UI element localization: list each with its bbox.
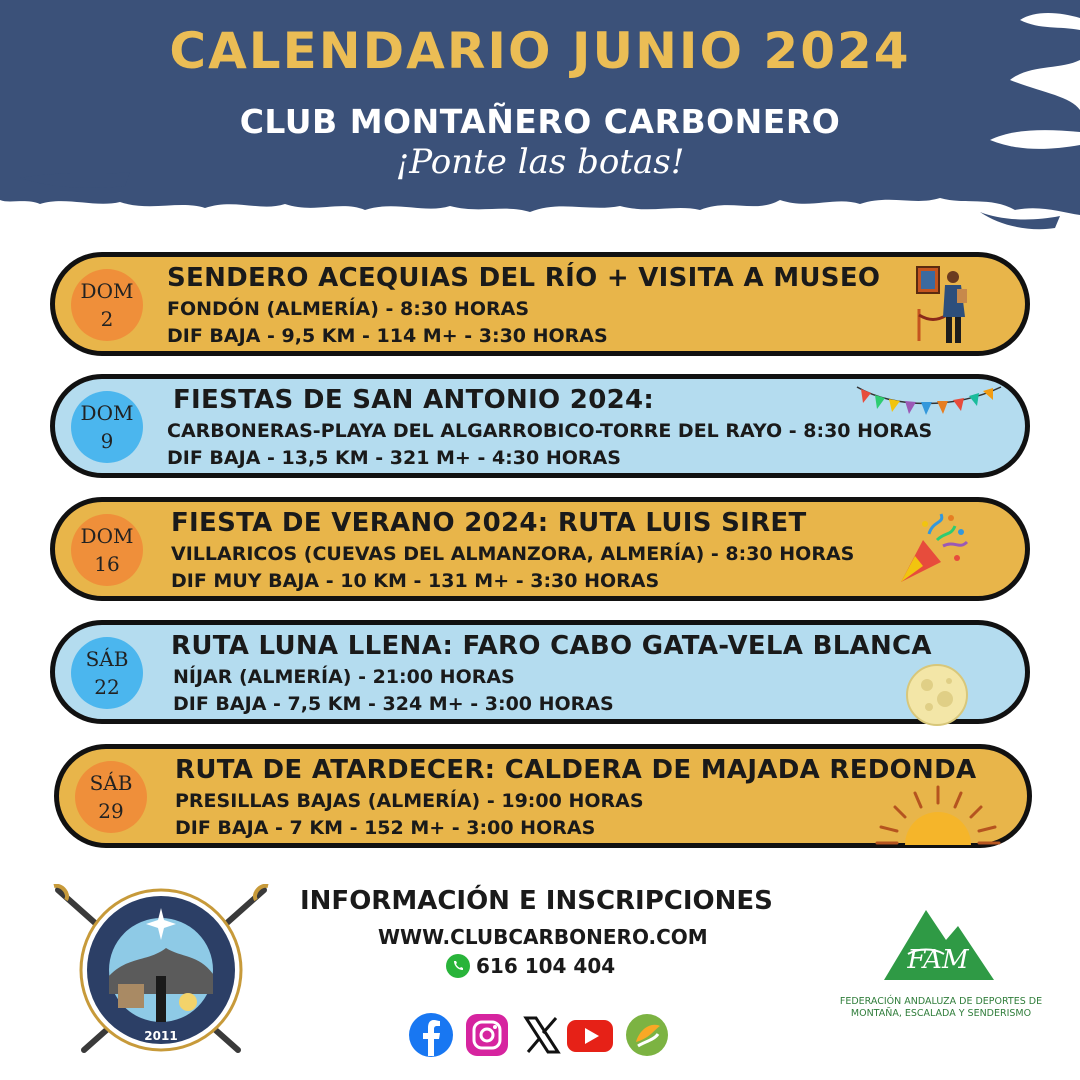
event-title: RUTA DE ATARDECER: CALDERA DE MAJADA REDONDA [175,755,977,785]
full-moon-icon [905,663,969,727]
event-card [54,744,1032,848]
youtube-icon[interactable] [566,1012,614,1058]
weekday-label: DOM [80,401,134,425]
bunting-icon [855,379,1003,419]
date-badge [71,514,143,586]
day-number: 29 [98,799,124,823]
website-link[interactable]: WWW.CLUBCARBONERO.COM [378,925,708,949]
event-details: DIF BAJA - 7,5 KM - 324 M+ - 3:00 HORAS [173,693,614,715]
event-details: DIF BAJA - 13,5 KM - 321 M+ - 4:30 HORAS [167,447,621,469]
facebook-icon[interactable] [408,1012,454,1058]
x-icon[interactable] [518,1012,564,1058]
club-logo-year: 2011 [144,1029,178,1043]
info-heading: INFORMACIÓN E INSCRIPCIONES [300,886,773,916]
tagline: ¡Ponte las botas! [395,142,685,182]
date-badge [71,269,143,341]
museum-visitor-icon [913,259,975,349]
weekday-label: DOM [80,279,134,303]
wikiloc-icon[interactable] [624,1012,670,1058]
club-name: CLUB MONTAÑERO CARBONERO [239,102,841,141]
event-card [50,374,1030,478]
date-badge [75,761,147,833]
whatsapp-icon [446,954,470,978]
event-card [50,252,1030,356]
fam-name: FEDERACIÓN ANDALUZA DE DEPORTES DE MONTAÑA, ESCALADA Y SENDERISMO [839,996,1043,1019]
fam-logo [874,904,1002,990]
weekday-label: SÁB [89,771,133,795]
sunset-icon [875,785,1001,845]
event-details: DIF MUY BAJA - 10 KM - 131 M+ - 3:30 HORAS [171,570,660,592]
day-number: 2 [100,307,114,331]
event-card [50,497,1030,601]
day-number: 16 [94,552,120,576]
event-details: DIF BAJA - 9,5 KM - 114 M+ - 3:30 HORAS [167,325,608,347]
header-banner [0,0,1080,240]
page-title: CALENDARIO JUNIO 2024 [169,22,911,80]
event-location-time: FONDÓN (ALMERÍA) - 8:30 HORAS [167,298,530,320]
day-number: 22 [94,675,120,699]
event-title: FIESTA DE VERANO 2024: RUTA LUIS SIRET [171,508,807,538]
event-title: FIESTAS DE SAN ANTONIO 2024: [173,385,655,415]
event-title: RUTA LUNA LLENA: FARO CABO GATA-VELA BLANCA [171,631,932,661]
event-card [50,620,1030,724]
event-location-time: PRESILLAS BAJAS (ALMERÍA) - 19:00 HORAS [175,790,644,812]
day-number: 9 [100,429,114,453]
weekday-label: SÁB [85,647,129,671]
event-location-time: VILLARICOS (CUEVAS DEL ALMANZORA, ALMERÍA) - 8:30 HORAS [171,543,855,565]
date-badge [71,637,143,709]
phone-number: 616 104 404 [476,954,616,978]
instagram-icon[interactable] [464,1012,510,1058]
event-location-time: CARBONERAS-PLAYA DEL ALGARROBICO-TORRE DEL RAYO - 8:30 HORAS [167,420,933,442]
weekday-label: DOM [80,524,134,548]
fam-acronym: FAM [907,945,969,975]
date-badge [71,391,143,463]
event-details: DIF BAJA - 7 KM - 152 M+ - 3:00 HORAS [175,817,596,839]
event-title: SENDERO ACEQUIAS DEL RÍO + VISITA A MUSEO [167,263,881,293]
party-popper-icon [893,510,969,590]
event-location-time: NÍJAR (ALMERÍA) - 21:00 HORAS [173,666,515,688]
phone-contact[interactable] [446,954,615,978]
club-logo [48,884,274,1056]
